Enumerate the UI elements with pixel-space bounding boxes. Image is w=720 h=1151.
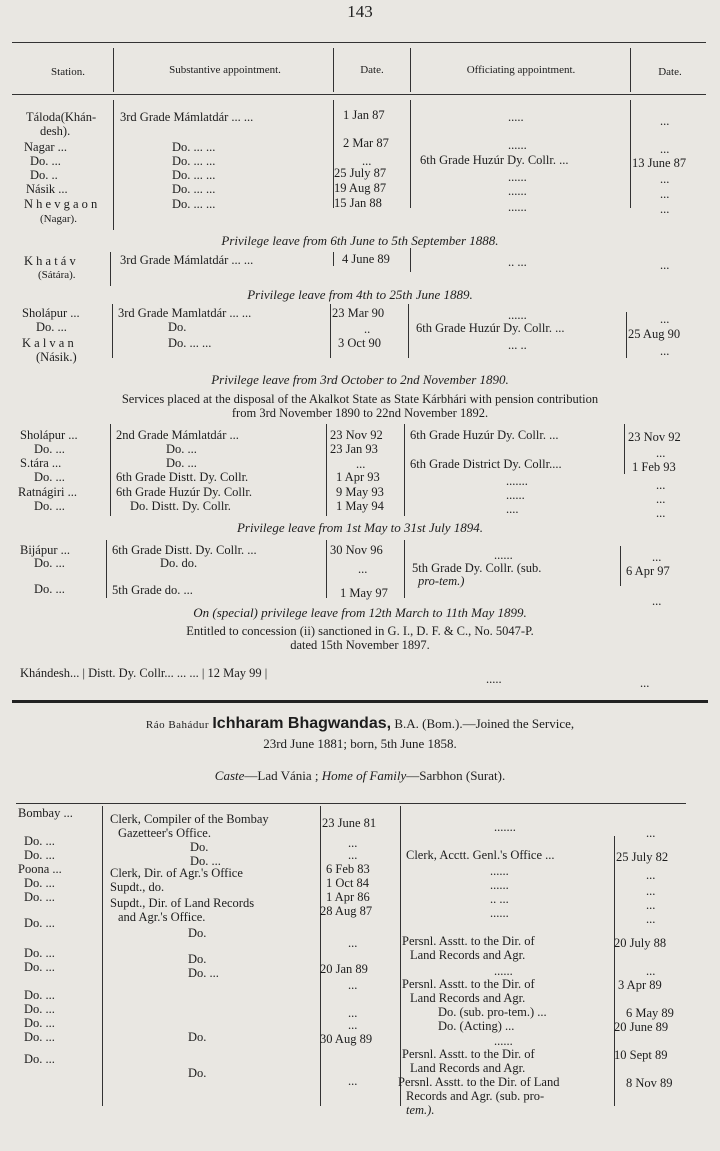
- date-cell: ...: [348, 936, 358, 950]
- header-station: Station.: [51, 66, 85, 78]
- header-bottom-rule: [12, 94, 706, 95]
- substantive-cell: Do. ... ...: [172, 182, 216, 196]
- khandesh-officiating: .....: [486, 672, 502, 686]
- station-cell: Do. ...: [34, 582, 65, 596]
- services-note-line2: from 3rd November 1890 to 22nd November 1892.: [231, 406, 489, 420]
- officiating-cell: ....: [506, 502, 519, 516]
- date2-cell: 25 Aug 90: [628, 327, 681, 341]
- column-divider: [112, 304, 113, 358]
- caste-value: —Lad Vánia ;: [244, 768, 319, 783]
- station-cell: K h a t á v: [24, 254, 76, 268]
- date2-cell: ...: [660, 344, 670, 358]
- officiating-cell: 6th Grade Huzúr Dy. Collr. ...: [410, 428, 559, 442]
- officiating-cell: ......: [508, 308, 527, 322]
- header-top-rule: [12, 42, 706, 43]
- date-cell: ...: [348, 836, 358, 850]
- substantive-cell: Do.: [190, 840, 209, 854]
- date2-cell: 20 July 88: [614, 936, 667, 950]
- date-cell: 23 Jan 93: [330, 442, 378, 456]
- officiating-cell: ......: [494, 1034, 513, 1048]
- substantive-cell: Do. ...: [188, 966, 219, 980]
- date2-cell: ...: [646, 868, 656, 882]
- station-cell: Do. ...: [24, 946, 55, 960]
- station-cell: Do. ...: [34, 499, 65, 513]
- header-date-1: Date.: [360, 64, 384, 76]
- officiating-cell: ......: [494, 548, 513, 562]
- substantive-cell: Do. ...: [166, 442, 197, 456]
- substantive-cell: Do. ... ...: [172, 154, 216, 168]
- column-divider: [320, 806, 321, 1106]
- caste-label: Caste: [214, 768, 245, 783]
- substantive-cell: 3rd Grade Mamlatdár ... ...: [118, 306, 252, 320]
- column-divider: [113, 100, 114, 230]
- station-cell: K a l v a n: [22, 336, 74, 350]
- date-cell: ...: [348, 1074, 358, 1088]
- column-divider: [102, 806, 103, 1106]
- officiating-cell: ......: [508, 138, 527, 152]
- column-divider: [106, 540, 107, 598]
- station-cell: Sholápur ...: [20, 428, 78, 442]
- date2-cell: ...: [656, 506, 666, 520]
- column-divider: [110, 252, 111, 286]
- station-cell: Do. ...: [24, 890, 55, 904]
- date2-cell: ...: [656, 492, 666, 506]
- station-cell: Do. ..: [30, 168, 58, 182]
- officiating-cell: Land Records and Agr.: [410, 1061, 526, 1075]
- officiating-cell: 6th Grade Huzúr Dy. Collr. ...: [420, 153, 569, 167]
- substantive-cell: Do. ... ...: [172, 140, 216, 154]
- date-cell: 3 Oct 90: [338, 336, 382, 350]
- station-cell: desh).: [40, 124, 71, 138]
- station-cell: Do. ...: [24, 876, 55, 890]
- station-cell: S.tára ...: [20, 456, 62, 470]
- substantive-cell: Do. Distt. Dy. Collr.: [130, 499, 231, 513]
- officiating-cell: Persnl. Asstt. to the Dir. of: [402, 977, 535, 991]
- date-cell: ...: [358, 562, 368, 576]
- date2-cell: ...: [656, 446, 666, 460]
- officiating-cell: ......: [508, 184, 527, 198]
- station-cell: Do. ...: [24, 1016, 55, 1030]
- column-divider: [410, 100, 411, 208]
- date2-cell: ...: [656, 478, 666, 492]
- leave-note: Privilege leave from 3rd October to 2nd November 1890.: [211, 372, 509, 387]
- substantive-cell: Clerk, Compiler of the Bombay: [110, 812, 269, 826]
- header-divider: [113, 48, 114, 92]
- home-value: —Sarbhon (Surat).: [406, 768, 506, 783]
- officiating-cell: .......: [494, 820, 516, 834]
- station-cell: (Násik.): [36, 350, 77, 364]
- officiating-cell: 6th Grade Huzúr Dy. Collr. ...: [416, 321, 565, 335]
- officiating-cell: .. ...: [508, 255, 527, 269]
- officiating-cell: pro-tem.): [418, 574, 465, 588]
- officiating-cell: ... ..: [508, 338, 527, 352]
- station-cell: Sholápur ...: [22, 306, 80, 320]
- date-cell: 23 Nov 92: [330, 428, 383, 442]
- station-cell: Do. ...: [34, 442, 65, 456]
- substantive-cell: 6th Grade Huzúr Dy. Collr.: [116, 485, 252, 499]
- officiating-cell: 6th Grade District Dy. Collr....: [410, 457, 562, 471]
- date2-cell: 8 Nov 89: [626, 1076, 673, 1090]
- home-label: Home of Family: [321, 768, 407, 783]
- officiating-cell: ......: [508, 200, 527, 214]
- substantive-cell: 3rd Grade Mámlatdár ... ...: [120, 253, 254, 267]
- khandesh-date2: ...: [640, 676, 650, 690]
- officer-summary: B.A. (Bom.).—Joined the Service,: [394, 716, 575, 731]
- date-cell: 19 Aug 87: [334, 181, 387, 195]
- date-cell: 23 June 81: [322, 816, 377, 830]
- date-cell: 1 Oct 84: [326, 876, 370, 890]
- date-cell: ...: [362, 154, 372, 168]
- date2-cell: ...: [652, 550, 662, 564]
- substantive-cell: 3rd Grade Mámlatdár ... ...: [120, 110, 254, 124]
- substantive-cell: Do. ... ...: [172, 168, 216, 182]
- substantive-cell: 2nd Grade Mámlatdár ...: [116, 428, 239, 442]
- station-cell: Do. ...: [34, 470, 65, 484]
- station-cell: Bijápur ...: [20, 543, 70, 557]
- substantive-cell: Do.: [188, 1066, 207, 1080]
- station-cell: N h e v g a o n: [24, 197, 98, 211]
- station-cell: Táloda(Khán-: [26, 110, 97, 124]
- station-cell: Bombay ...: [18, 806, 73, 820]
- station-cell: Do. ...: [24, 1002, 55, 1016]
- column-divider: [330, 304, 331, 358]
- officiating-cell: ......: [490, 906, 509, 920]
- substantive-cell: Gazetteer's Office.: [118, 826, 211, 840]
- substantive-cell: Do.: [188, 952, 207, 966]
- officiating-cell: ......: [490, 878, 509, 892]
- substantive-cell: Do. do.: [160, 556, 198, 570]
- date2-cell: ...: [660, 187, 670, 201]
- date2-cell: 10 Sept 89: [614, 1048, 668, 1062]
- date2-cell: 6 Apr 97: [626, 564, 670, 578]
- substantive-cell: 5th Grade do. ...: [112, 583, 193, 597]
- column-divider: [630, 100, 631, 208]
- officer-title: Ráo Bahádur: [145, 719, 210, 731]
- station-cell: Do. ...: [24, 848, 55, 862]
- date2-cell: ...: [646, 884, 656, 898]
- date-cell: 23 Mar 90: [332, 306, 385, 320]
- date2-cell: 13 June 87: [632, 156, 687, 170]
- station-cell: Do. ...: [24, 916, 55, 930]
- date-cell: 1 Apr 93: [336, 470, 380, 484]
- date2-cell: ...: [660, 312, 670, 326]
- substantive-cell: Do.: [188, 1030, 207, 1044]
- officiating-cell: ......: [508, 170, 527, 184]
- station-cell: Do. ...: [24, 1052, 55, 1066]
- officer-name: Ichharam Bhagwandas,: [212, 715, 392, 732]
- date-cell: ...: [348, 848, 358, 862]
- column-divider: [624, 424, 625, 474]
- officiating-cell: tem.).: [406, 1103, 435, 1117]
- date-cell: 28 Aug 87: [320, 904, 373, 918]
- date2-cell: ...: [646, 826, 656, 840]
- date2-cell: ...: [646, 964, 656, 978]
- leave-note: Privilege leave from 6th June to 5th September 1888.: [221, 233, 499, 248]
- date-cell: 30 Aug 89: [320, 1032, 373, 1046]
- date-cell: 20 Jan 89: [320, 962, 368, 976]
- date2-cell: ...: [660, 142, 670, 156]
- date2-cell: 20 June 89: [614, 1020, 669, 1034]
- officiating-cell: .......: [506, 474, 528, 488]
- header-divider: [630, 48, 631, 92]
- station-cell: Do. ...: [30, 154, 61, 168]
- date2-cell: 25 July 82: [616, 850, 669, 864]
- header-divider: [410, 48, 411, 92]
- date-cell: 9 May 93: [336, 485, 384, 499]
- column-divider: [326, 540, 327, 598]
- date-cell: ...: [348, 978, 358, 992]
- date-cell: 4 June 89: [342, 252, 390, 266]
- services-note-line1: Services placed at the disposal of the Akalkot State as State Kárbhári with pension contribution: [121, 392, 599, 406]
- section-divider: [12, 700, 708, 703]
- station-cell: Poona ...: [18, 862, 62, 876]
- column-divider: [620, 546, 621, 586]
- date-cell: 2 Mar 87: [343, 136, 389, 150]
- date2-cell: 3 Apr 89: [618, 978, 662, 992]
- date2-cell: ...: [660, 202, 670, 216]
- table-top-rule: [16, 803, 686, 804]
- date2-cell: ...: [660, 114, 670, 128]
- station-cell: Ratnágiri ...: [18, 485, 78, 499]
- substantive-cell: 6th Grade Distt. Dy. Collr.: [116, 470, 249, 484]
- header-divider: [333, 48, 334, 92]
- column-divider: [400, 806, 401, 1106]
- officer-dates: 23rd June 1881; born, 5th June 1858.: [263, 736, 457, 751]
- officiating-cell: Persnl. Asstt. to the Dir. of Land: [398, 1075, 560, 1089]
- substantive-cell: Supdt., Dir. of Land Records: [110, 896, 255, 910]
- officiating-cell: ......: [494, 964, 513, 978]
- substantive-cell: Do. ... ...: [168, 336, 212, 350]
- officiating-cell: .....: [508, 110, 524, 124]
- substantive-cell: Do.: [168, 320, 187, 334]
- station-cell: Do. ...: [24, 988, 55, 1002]
- entitled-note-line2: dated 15th November 1897.: [290, 638, 430, 652]
- date2-cell: ...: [660, 172, 670, 186]
- officiating-cell: Persnl. Asstt. to the Dir. of: [402, 1047, 535, 1061]
- date2-cell: ...: [646, 912, 656, 926]
- date-cell: 30 Nov 96: [330, 543, 383, 557]
- substantive-cell: Do. ...: [190, 854, 221, 868]
- substantive-cell: Do. ...: [166, 456, 197, 470]
- date-cell: 25 July 87: [334, 166, 387, 180]
- substantive-cell: Clerk, Dir. of Agr.'s Office: [110, 866, 243, 880]
- station-cell: Do. ...: [34, 556, 65, 570]
- officiating-cell: .. ...: [490, 892, 509, 906]
- station-cell: Do. ...: [36, 320, 67, 334]
- station-cell: Nagar ...: [24, 140, 68, 154]
- officiating-cell: ......: [506, 488, 525, 502]
- date-cell: ...: [356, 457, 366, 471]
- date2-cell: ...: [652, 594, 662, 608]
- header-substantive: Substantive appointment.: [169, 64, 281, 76]
- station-cell: Do. ...: [24, 834, 55, 848]
- officiating-cell: Records and Agr. (sub. pro-: [406, 1089, 545, 1103]
- date2-cell: 23 Nov 92: [628, 430, 681, 444]
- entitled-note-line1: Entitled to concession (ii) sanctioned in G. I., D. F. & C., No. 5047-P.: [186, 624, 534, 638]
- officiating-cell: 5th Grade Dy. Collr. (sub.: [412, 561, 542, 575]
- column-divider: [410, 248, 411, 272]
- date-cell: 1 May 94: [336, 499, 384, 513]
- column-divider: [404, 424, 405, 516]
- officer-heading: [0, 716, 720, 733]
- column-divider: [626, 312, 627, 358]
- officer-caste-line: [0, 768, 720, 783]
- substantive-cell: 6th Grade Distt. Dy. Collr. ...: [112, 543, 257, 557]
- officiating-cell: Land Records and Agr.: [410, 991, 526, 1005]
- date2-cell: ...: [646, 898, 656, 912]
- officiating-cell: Land Records and Agr.: [410, 948, 526, 962]
- station-cell: (Nagar).: [40, 213, 77, 225]
- column-divider: [333, 252, 334, 266]
- date2-cell: 6 May 89: [626, 1006, 674, 1020]
- column-divider: [408, 304, 409, 358]
- date-cell: ..: [364, 322, 371, 336]
- column-divider: [110, 424, 111, 516]
- leave-note: Privilege leave from 4th to 25th June 1889.: [247, 287, 473, 302]
- leave-note: Privilege leave from 1st May to 31st July 1894.: [236, 520, 484, 535]
- officiating-cell: Clerk, Acctt. Genl.'s Office ...: [406, 848, 555, 862]
- header-officiating: Officiating appointment.: [466, 64, 576, 76]
- substantive-cell: Do.: [188, 926, 207, 940]
- date-cell: 1 Jan 87: [343, 108, 385, 122]
- date-cell: 15 Jan 88: [334, 196, 382, 210]
- khandesh-row: Khándesh... | Distt. Dy. Collr... ... ... | 12 May 99 |: [20, 666, 268, 680]
- date-cell: 1 Apr 86: [326, 890, 370, 904]
- station-cell: Do. ...: [24, 960, 55, 974]
- station-cell: Do. ...: [24, 1030, 55, 1044]
- substantive-cell: and Agr.'s Office.: [118, 910, 206, 924]
- date2-cell: 1 Feb 93: [632, 460, 676, 474]
- column-divider: [614, 836, 615, 1106]
- date-cell: ...: [348, 1006, 358, 1020]
- page-number: 143: [347, 2, 373, 21]
- date2-cell: ...: [660, 258, 670, 272]
- officiating-cell: Do. (sub. pro-tem.) ...: [438, 1005, 547, 1019]
- column-divider: [326, 424, 327, 516]
- substantive-cell: Supdt., do.: [110, 880, 165, 894]
- station-cell: (Sátára).: [38, 269, 76, 281]
- officiating-cell: Persnl. Asstt. to the Dir. of: [402, 934, 535, 948]
- date-cell: 6 Feb 83: [326, 862, 370, 876]
- officiating-cell: Do. (Acting) ...: [438, 1019, 515, 1033]
- substantive-cell: Do. ... ...: [172, 197, 216, 211]
- date-cell: 1 May 97: [340, 586, 388, 600]
- officiating-cell: ......: [490, 864, 509, 878]
- station-cell: Násik ...: [26, 182, 68, 196]
- column-divider: [404, 540, 405, 598]
- header-date-2: Date.: [658, 66, 682, 78]
- date-cell: ...: [348, 1018, 358, 1032]
- leave-note: On (special) privilege leave from 12th March to 11th May 1899.: [193, 605, 527, 620]
